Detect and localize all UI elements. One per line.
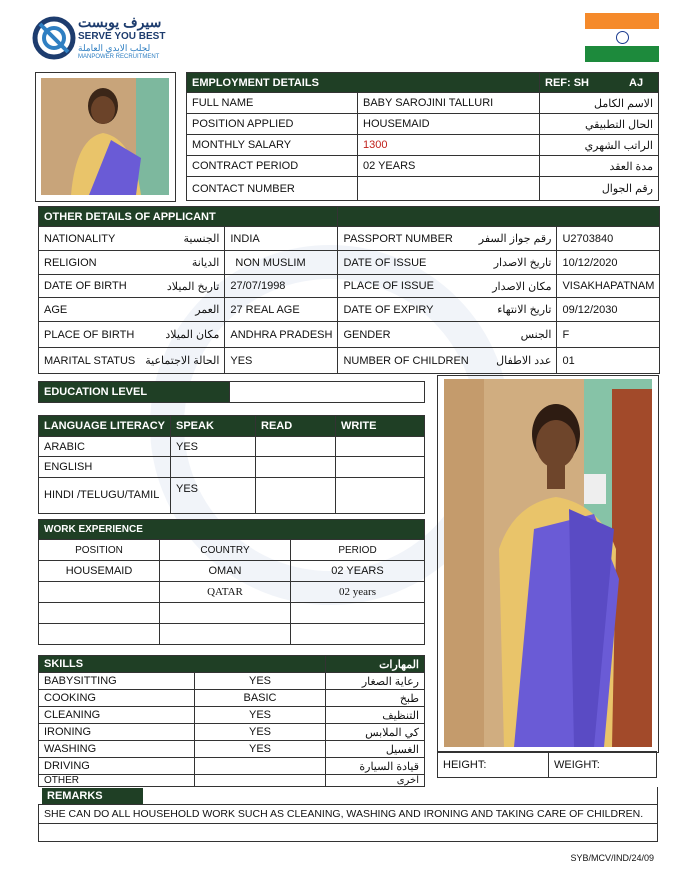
gender-value: F xyxy=(557,322,660,348)
monthly-salary-label: MONTHLY SALARY xyxy=(187,135,358,156)
skill-level: BASIC xyxy=(195,690,326,707)
company-subtitle-ar: لجلب الايدي العاملة xyxy=(78,43,151,53)
full-name-label: FULL NAME xyxy=(187,93,358,114)
skill-name: BABYSITTING xyxy=(39,673,195,690)
work-experience-header: WORK EXPERIENCE xyxy=(39,520,425,540)
skill-name: CLEANING xyxy=(39,707,195,724)
company-name-ar: سيرف يوبست xyxy=(78,14,162,30)
skill-name: COOKING xyxy=(39,690,195,707)
passport-number-label: PASSPORT NUMBER xyxy=(338,227,474,251)
contract-period-value: 02 YEARS xyxy=(358,156,540,177)
remarks-table xyxy=(38,787,658,842)
contact-number-value xyxy=(358,177,540,201)
work-position: HOUSEMAID xyxy=(39,561,160,582)
language-read xyxy=(256,457,336,478)
read-header: READ xyxy=(256,416,336,437)
gender-label: GENDER xyxy=(338,322,474,348)
position-applied-value: HOUSEMAID xyxy=(358,114,540,135)
work-experience-table xyxy=(38,519,425,645)
number-of-children-ar: عدد الاطفال xyxy=(474,348,557,374)
language-speak xyxy=(171,457,256,478)
work-country: OMAN xyxy=(160,561,291,582)
place-of-birth-ar: مكان الميلاد xyxy=(140,322,225,348)
marital-status-label: MARITAL STATUS xyxy=(39,348,141,374)
nationality-value: INDIA xyxy=(225,227,338,251)
language-write xyxy=(336,478,425,514)
height-label: HEIGHT: xyxy=(438,752,549,778)
work-country: QATAR xyxy=(160,582,291,603)
logo-emblem-icon xyxy=(32,14,76,62)
language-speak: YES xyxy=(171,478,256,514)
skill-name-ar: التنظيف xyxy=(326,707,425,724)
measurements-table xyxy=(437,751,657,778)
passport-number-value: U2703840 xyxy=(557,227,660,251)
religion-value: NON MUSLIM xyxy=(225,251,338,275)
work-period: 02 years xyxy=(291,582,425,603)
skill-name: DRIVING xyxy=(39,758,195,775)
language-read xyxy=(256,478,336,514)
age-ar: العمر xyxy=(140,298,225,322)
skill-level xyxy=(195,758,326,775)
skill-name-ar: كي الملابس xyxy=(326,724,425,741)
language-write xyxy=(336,437,425,457)
number-of-children-value: 01 xyxy=(557,348,660,374)
date-of-expiry-label: DATE OF EXPIRY xyxy=(338,298,474,322)
language-write xyxy=(336,457,425,478)
speak-header: SPEAK xyxy=(171,416,256,437)
date-of-issue-ar: تاريخ الاصدار xyxy=(474,251,557,275)
nationality-label: NATIONALITY xyxy=(39,227,141,251)
place-of-issue-ar: مكان الاصدار xyxy=(474,275,557,298)
position-applied-label: POSITION APPLIED xyxy=(187,114,358,135)
remarks-text: SHE CAN DO ALL HOUSEHOLD WORK SUCH AS CLEANING, WASHING AND IRONING AND TAKING CARE OF CHILDREN. xyxy=(39,804,658,823)
age-value: 27 REAL AGE xyxy=(225,298,338,322)
work-period xyxy=(291,624,425,645)
country-col-header: COUNTRY xyxy=(160,540,291,561)
other-details-header: OTHER DETAILS OF APPLICANT xyxy=(39,207,338,227)
skill-level: YES xyxy=(195,707,326,724)
work-country xyxy=(160,603,291,624)
gender-ar: الجنس xyxy=(474,322,557,348)
period-col-header: PERIOD xyxy=(291,540,425,561)
skill-name-ar: اخرى xyxy=(326,775,425,787)
contact-number-label: CONTACT NUMBER xyxy=(187,177,358,201)
place-of-issue-label: PLACE OF ISSUE xyxy=(338,275,474,298)
monthly-salary-value: 1300 xyxy=(358,135,540,156)
monthly-salary-ar: الراتب الشهري xyxy=(540,135,659,156)
skill-level: YES xyxy=(195,724,326,741)
contact-number-ar: رقم الجوال xyxy=(540,177,659,201)
language-name: ARABIC xyxy=(39,437,171,457)
weight-label: WEIGHT: xyxy=(549,752,657,778)
company-logo xyxy=(32,14,172,64)
date-of-issue-value: 10/12/2020 xyxy=(557,251,660,275)
education-level-label: EDUCATION LEVEL xyxy=(39,382,230,403)
skill-name: WASHING xyxy=(39,741,195,758)
document-code: SYB/MCV/IND/24/09 xyxy=(570,853,654,863)
employment-details-header: EMPLOYMENT DETAILS xyxy=(187,73,540,93)
skill-name-ar: رعاية الصغار xyxy=(326,673,425,690)
company-subtitle-en: MANPOWER RECRUITMENT xyxy=(78,54,160,60)
applicant-photo-small xyxy=(41,78,169,195)
remarks-header: REMARKS xyxy=(42,788,143,804)
religion-label: RELIGION xyxy=(39,251,141,275)
language-name: ENGLISH xyxy=(39,457,171,478)
nationality-ar: الجنسية xyxy=(140,227,225,251)
skill-name: OTHER xyxy=(39,775,195,787)
marital-status-value: YES xyxy=(225,348,338,374)
work-country xyxy=(160,624,291,645)
skill-name-ar: قيادة السيارة xyxy=(326,758,425,775)
date-of-birth-value: 27/07/1998 xyxy=(225,275,338,298)
work-position xyxy=(39,582,160,603)
date-of-issue-label: DATE OF ISSUE xyxy=(338,251,474,275)
language-read xyxy=(256,437,336,457)
company-name-en: SERVE YOU BEST xyxy=(78,31,166,42)
other-details-table xyxy=(38,206,660,374)
skill-name: IRONING xyxy=(39,724,195,741)
full-name-ar: الاسم الكامل xyxy=(540,93,659,114)
passport-number-ar: رقم جواز السفر xyxy=(474,227,557,251)
position-col-header: POSITION xyxy=(39,540,160,561)
contract-period-ar: مدة العقد xyxy=(540,156,659,177)
date-of-expiry-value: 09/12/2030 xyxy=(557,298,660,322)
india-flag-icon xyxy=(585,13,659,62)
date-of-birth-label: DATE OF BIRTH xyxy=(39,275,141,298)
skills-header: SKILLS xyxy=(39,656,326,673)
education-table xyxy=(38,381,425,403)
place-of-birth-label: PLACE OF BIRTH xyxy=(39,322,141,348)
work-position xyxy=(39,624,160,645)
number-of-children-label: NUMBER OF CHILDREN xyxy=(338,348,474,374)
education-level-value xyxy=(230,382,425,403)
skill-level: YES xyxy=(195,673,326,690)
employment-details-table xyxy=(186,72,659,201)
place-of-birth-value: ANDHRA PRADESH xyxy=(225,322,338,348)
contract-period-label: CONTRACT PERIOD xyxy=(187,156,358,177)
skills-header-ar: المهارات xyxy=(326,656,425,673)
skills-table xyxy=(38,655,425,787)
skill-name-ar: طبخ xyxy=(326,690,425,707)
work-period: 02 YEARS xyxy=(291,561,425,582)
full-name-value: BABY SAROJINI TALLURI xyxy=(358,93,540,114)
language-header: LANGUAGE LITERACY xyxy=(39,416,171,437)
date-of-expiry-ar: تاريخ الانتهاء xyxy=(474,298,557,322)
marital-status-ar: الحالة الاجتماعية xyxy=(140,348,225,374)
skill-name-ar: الغسيل xyxy=(326,741,425,758)
language-speak: YES xyxy=(171,437,256,457)
skill-level xyxy=(195,775,326,787)
applicant-photo-large xyxy=(444,379,652,747)
write-header: WRITE xyxy=(336,416,425,437)
date-of-birth-ar: تاريخ الميلاد xyxy=(140,275,225,298)
ref-label: REF: SH AJ xyxy=(540,73,659,93)
language-name: HINDI /TELUGU/TAMIL xyxy=(39,478,171,514)
work-position xyxy=(39,603,160,624)
age-label: AGE xyxy=(39,298,141,322)
language-table xyxy=(38,415,425,514)
skill-level: YES xyxy=(195,741,326,758)
position-applied-ar: الحال التطبيقي xyxy=(540,114,659,135)
religion-ar: الديانة xyxy=(140,251,225,275)
work-period xyxy=(291,603,425,624)
place-of-issue-value: VISAKHAPATNAM xyxy=(557,275,660,298)
